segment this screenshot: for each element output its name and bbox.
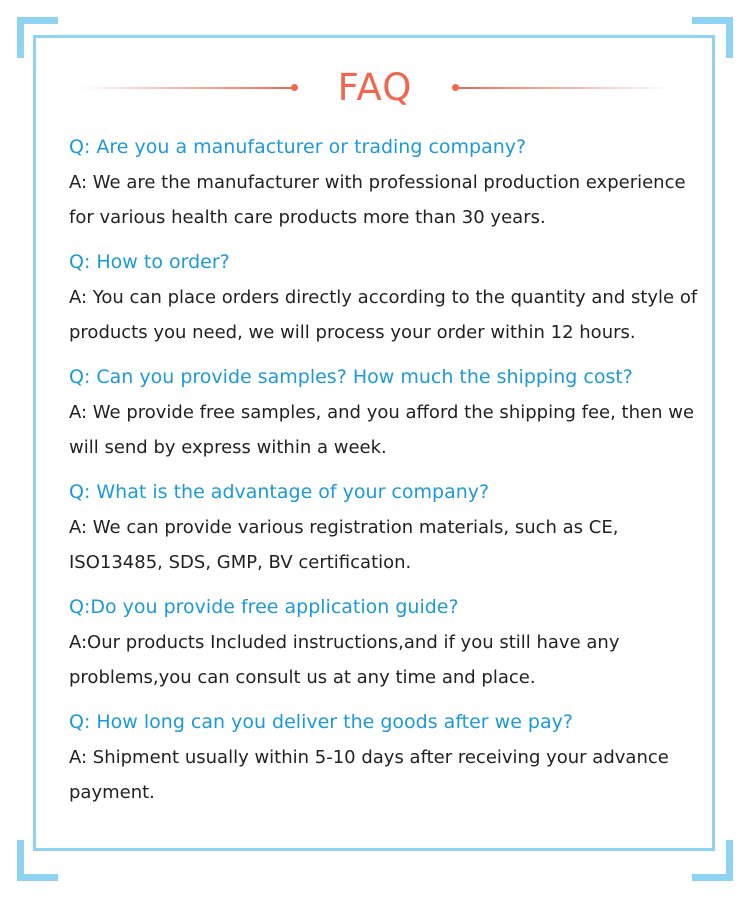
faq-list <box>69 133 699 810</box>
faq-answer: A: We provide free samples, and you afford the shipping fee, then we will send by express within a week. <box>69 402 695 458</box>
faq-question: Q:Do you provide free application guide? <box>69 596 459 618</box>
faq-item <box>69 133 699 235</box>
faq-item <box>69 708 699 810</box>
title-row <box>60 62 690 114</box>
faq-question: Q: Can you provide samples? How much the shipping cost? <box>69 366 633 388</box>
faq-item <box>69 248 699 350</box>
faq-question: Q: Are you a manufacturer or trading company? <box>69 136 527 158</box>
page-title: FAQ <box>337 66 413 109</box>
faq-item <box>69 478 699 580</box>
faq-answer: A: Shipment usually within 5-10 days after receiving your advance payment. <box>69 747 669 803</box>
faq-answer: A: We can provide various registration materials, such as CE, ISO13485, SDS, GMP, BV certification. <box>69 517 619 573</box>
faq-item <box>69 363 699 465</box>
faq-answer: A:Our products Included instructions,and if you still have any problems,you can consult us at any time and place. <box>69 632 620 688</box>
faq-item <box>69 593 699 695</box>
faq-question: Q: What is the advantage of your company? <box>69 481 490 503</box>
title-divider-right <box>458 87 670 89</box>
faq-answer: A: We are the manufacturer with professional production experience for various health care products more than 30 years. <box>69 172 686 228</box>
faq-answer: A: You can place orders directly according to the quantity and style of products you need, we will process your order within 12 hours. <box>69 287 698 343</box>
faq-question: Q: How long can you deliver the goods after we pay? <box>69 711 573 733</box>
faq-question: Q: How to order? <box>69 251 230 273</box>
